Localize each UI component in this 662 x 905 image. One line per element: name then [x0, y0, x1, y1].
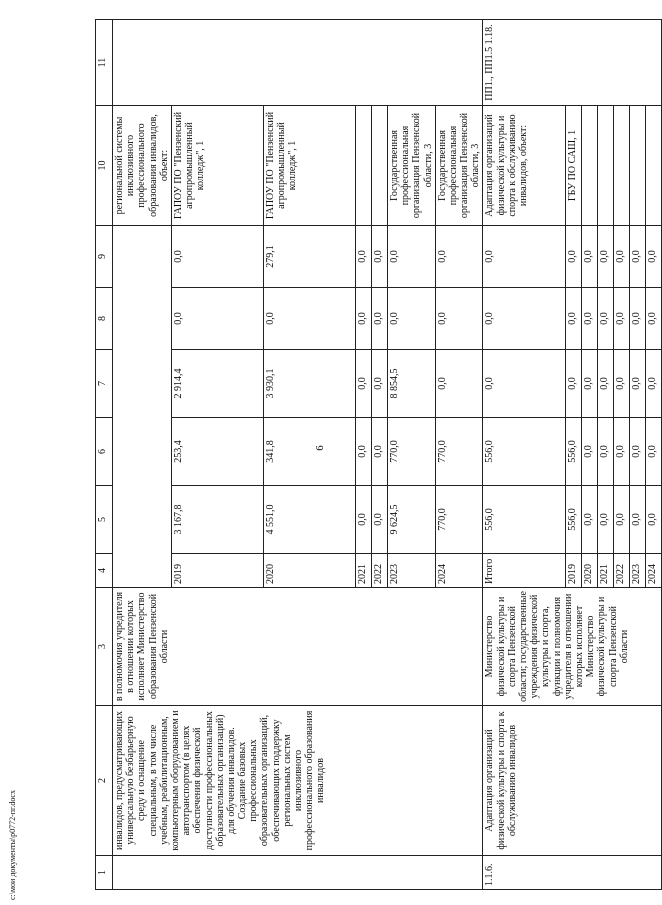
year-cell: 2021 [355, 554, 371, 588]
footer-wrap [2, 600, 16, 900]
col-header-6: 6 [96, 418, 113, 486]
col-header-9: 9 [96, 226, 113, 288]
year-cell: 2023 [630, 554, 646, 588]
value-cell: 770,0 [387, 418, 435, 486]
value-cell: 3 167,8 [171, 486, 263, 554]
value-cell: 0,0 [582, 418, 598, 486]
value-cell: 770,0 [435, 486, 483, 554]
value-cell: 0,0 [355, 226, 371, 288]
table-row [113, 20, 172, 890]
value-cell: 0,0 [630, 288, 646, 350]
object-cell: Адаптация организаций физической культуры и спорта к обслуживанию инвалидов, объект: [483, 106, 566, 226]
value-cell: 0,0 [582, 226, 598, 288]
value-cell: 0,0 [263, 288, 355, 350]
item-description: Адаптация организаций физической культуры и спорта к обслуживанию инвалидов [483, 706, 662, 856]
value-cell: 0,0 [598, 226, 614, 288]
cont-col10-top: региональной системы инклюзивного профессионального образования инвалидов, объект: [113, 106, 172, 226]
value-cell: 0,0 [646, 288, 662, 350]
object-cell [646, 106, 662, 226]
value-cell: 0,0 [435, 288, 483, 350]
value-cell: 0,0 [614, 418, 630, 486]
value-cell: 0,0 [566, 226, 582, 288]
object-cell: ГАПОУ ПО "Пензенский агропромышленный колледж", 1 [263, 106, 355, 226]
footer-file-path: c:\мои документы\р0772-пг.docx [8, 790, 17, 900]
cell-empty [113, 226, 172, 588]
item-number: 1.1.6. [483, 856, 662, 890]
value-cell: 556,0 [566, 486, 582, 554]
object-cell: ГБУ ПО САШ, 1 [566, 106, 582, 226]
object-cell [355, 106, 371, 226]
col-header-7: 7 [96, 350, 113, 418]
value-cell: 0,0 [598, 350, 614, 418]
value-cell: 0,0 [598, 288, 614, 350]
value-cell: 0,0 [630, 486, 646, 554]
total-value: 0,0 [483, 350, 566, 418]
year-cell: 2023 [387, 554, 435, 588]
value-cell: 0,0 [566, 350, 582, 418]
value-cell: 0,0 [646, 350, 662, 418]
year-cell: 2021 [598, 554, 614, 588]
value-cell: 0,0 [582, 288, 598, 350]
value-cell: 0,0 [355, 288, 371, 350]
value-cell: 279,1 [263, 226, 355, 288]
total-value: 556,0 [483, 418, 566, 486]
value-cell: 770,0 [435, 418, 483, 486]
object-cell: ГАПОУ ПО "Пензенский агропромышленный колледж", 1 [171, 106, 263, 226]
value-cell: 0,0 [355, 350, 371, 418]
value-cell: 0,0 [646, 226, 662, 288]
value-cell: 2 914,4 [171, 350, 263, 418]
indicator-codes: ПП1., ПП1.5 1.18. [483, 20, 662, 106]
object-cell [371, 106, 387, 226]
value-cell: 0,0 [171, 288, 263, 350]
year-cell: 2024 [435, 554, 483, 588]
value-cell: 0,0 [614, 486, 630, 554]
cell-empty [113, 20, 483, 106]
value-cell: 341,8 [263, 418, 355, 486]
object-cell [614, 106, 630, 226]
object-cell [582, 106, 598, 226]
page-number: 6 [314, 445, 326, 451]
total-label: Итого [483, 554, 566, 588]
value-cell: 0,0 [614, 350, 630, 418]
value-cell: 0,0 [435, 350, 483, 418]
value-cell: 0,0 [355, 486, 371, 554]
value-cell: 0,0 [371, 350, 387, 418]
object-cell: Государственная профессиональная организация Пензенской области, 3 [387, 106, 435, 226]
value-cell: 0,0 [614, 288, 630, 350]
value-cell: 0,0 [630, 418, 646, 486]
item-executor: Министерство физической культуры и спорта Пензенской области; государственные учреждения физической культуры и спорта, функции и полномочия учредителя в отношении которых исполняет Министерство физической культуры и спорта Пензенской области [483, 588, 662, 706]
year-cell: 2022 [614, 554, 630, 588]
value-cell: 0,0 [630, 226, 646, 288]
value-cell: 0,0 [646, 418, 662, 486]
year-cell: 2020 [582, 554, 598, 588]
col-header-1: 1 [96, 856, 113, 890]
value-cell: 556,0 [566, 418, 582, 486]
value-cell: 0,0 [582, 350, 598, 418]
value-cell: 0,0 [387, 226, 435, 288]
col-header-4: 4 [96, 554, 113, 588]
col-header-8: 8 [96, 288, 113, 350]
program-table-rotated [95, 20, 659, 890]
value-cell: 0,0 [355, 418, 371, 486]
value-cell: 4 551,0 [263, 486, 355, 554]
year-cell: 2019 [171, 554, 263, 588]
value-cell: 253,4 [171, 418, 263, 486]
col-header-11: 11 [96, 20, 113, 106]
header-row [96, 20, 113, 890]
value-cell: 0,0 [435, 226, 483, 288]
year-cell: 2022 [371, 554, 387, 588]
total-value: 0,0 [483, 288, 566, 350]
cont-executor: в полномочия учредителя в отношении которых исполняет Министерство образования Пензенской области [113, 588, 483, 706]
value-cell: 0,0 [630, 350, 646, 418]
value-cell: 0,0 [387, 288, 435, 350]
year-cell: 2019 [566, 554, 582, 588]
value-cell: 0,0 [614, 226, 630, 288]
year-cell: 2020 [263, 554, 355, 588]
value-cell: 0,0 [371, 226, 387, 288]
value-cell: 9 624,5 [387, 486, 435, 554]
year-cell: 2024 [646, 554, 662, 588]
value-cell: 0,0 [598, 418, 614, 486]
value-cell: 0,0 [566, 288, 582, 350]
value-cell: 8 854,5 [387, 350, 435, 418]
col-header-2: 2 [96, 706, 113, 856]
value-cell: 0,0 [598, 486, 614, 554]
program-table [95, 19, 662, 890]
object-cell: Государственная профессиональная организация Пензенской области, 3 [435, 106, 483, 226]
cell-empty [113, 856, 483, 890]
table-row [483, 20, 566, 890]
col-header-10: 10 [96, 106, 113, 226]
object-cell [630, 106, 646, 226]
value-cell: 0,0 [646, 486, 662, 554]
cont-description: инвалидов, предусматривающих универсальную безбарьерную среду и оснащение специальным, в том числе учебным, реабилитационным, компьютерным оборудованием и автотранспортом (в целях обеспечения физической доступности профессиональных образовательных организаций) для обучения инвалидов. Создание базовых профессиональных образовательных организаций, обеспечивающих поддержку региональных систем инклюзивного профессионального образования инвалидов [113, 706, 483, 856]
value-cell: 0,0 [371, 288, 387, 350]
object-cell [598, 106, 614, 226]
total-value: 0,0 [483, 226, 566, 288]
value-cell: 0,0 [171, 226, 263, 288]
value-cell: 0,0 [371, 486, 387, 554]
total-value: 556,0 [483, 486, 566, 554]
value-cell: 0,0 [371, 418, 387, 486]
col-header-5: 5 [96, 486, 113, 554]
value-cell: 3 930,1 [263, 350, 355, 418]
col-header-3: 3 [96, 588, 113, 706]
value-cell: 0,0 [582, 486, 598, 554]
